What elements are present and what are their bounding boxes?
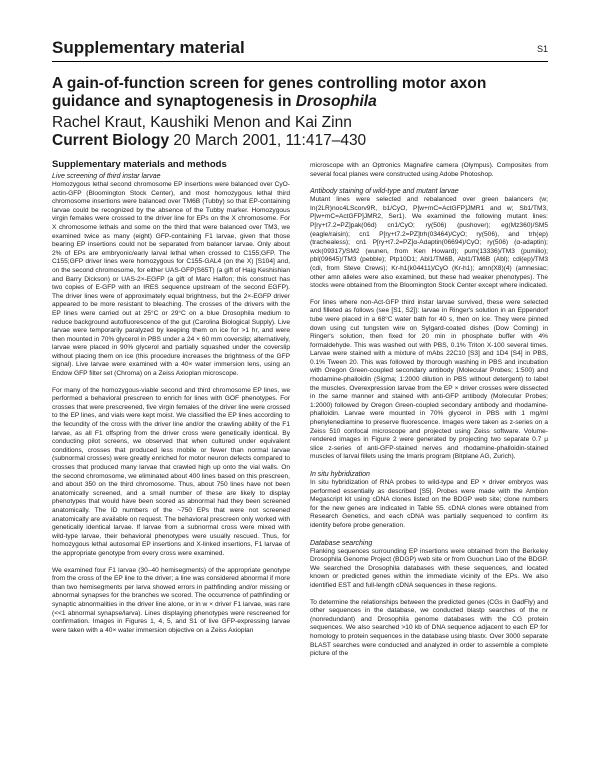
page-number: S1 [536,44,548,54]
paper-title [52,75,548,111]
subheading-antibody-staining: Antibody staining of wild-type and mutant larvae [310,188,459,196]
paragraph: In situ hybridization of RNA probes to wild-type and EP × driver embryos was performed essentially as described [S5]. Probes were made with the Ambion Megascript kit using cDNA clones listed on the BDGP web site; clone numbers for the new genes are indicated in Table S5. cDNA clones were obtained from Research Genetics, and each cDNA was partially sequenced to confirm its identity before probe generation. [310,479,548,529]
paragraph: Homozygous lethal second chromosome EP insertions were balanced over CyO-actin-GFP (Bloomington Stock Center), and most homozygous lethal third chromosome insertions were balanced over TM6B (Tubby) so that EP-containing larvae could be recognized by the absence of the Tubby marker. Homozygous virgin females were crossed to the driver line for EPs on the X chromosome. For X chromosome lethals and some on the third that were balanced over TM3, we examined twice as many (eight) GFP-containing F1 larvae, given that those bearing EP insertions could not be separated from balancer larvae. Only about 2% of EPs are embryonic/early larval lethal when crossed to C155;GFP. The C155;GFP driver lines were homozygous for C155-GAL4 (on the X) [S104] and, on the second chromosome, for either UAS-GFP(S65T) (a gift of Haig Keshishian and Barry Dickson) or UAS-2×-EGFP (a gift of Marc Halfon; this construct has two copies of E-GFP with an IRES sequence upstream of the second EGFP). The driver lines were of approximately equal brightness, but the 2×-EGFP driver appeared to be more resistant to bleaching. The crosses of the drivers with the EP lines were carried out at 25°C or 29°C on a blue Drosophila medium to reduce background autofluorescence of the gut (Carolina Biological Supply). Live larvae were temporarily paralyzed by keeping them on ice for >1 hr, and were then mounted in 70% glycerol in PBS under a 24 × 60 mm coverslip; alternatively, larvae were placed in 90% glycerol and partially squashed under the coverslip without placing them on ice (this procedure increases the brightness of the GFP signal). Live larvae were examined with a 40× water immersion lens, using an Endow GFP filter set (Chroma) on a Zeiss Axioplan microscope. [52,181,290,378]
paragraph: Flanking sequences surrounding EP insertions were obtained from the Berkeley Drosophila Genome Project (BDGP) web site or from Guochun Liao of the BDGP. We searched the Drosophila databases with these sequences, and located known or predicted genes within the immediate vicinity of the EPs. We also identified EST and full-length cDNA sequences in these regions. [310,547,548,589]
paragraph: To determine the relationships between the predicted genes (CGs in GadFly) and other sequences in the database, we conducted blastp searches of the nr (nonredundant) and Drosophila genome databases with the CG protein sequences. We also searched >10 kb of DNA sequence adjacent to each EP for homology to protein sequences in the database using blastx. Over 3000 separate BLAST searches were conducted and analyzed in order to assemble a complete picture of the [310,598,548,658]
subheading-database-searching: Database searching [310,539,373,547]
journal-name: Current Biology [52,132,170,149]
paragraph: We examined four F1 larvae (30–40 hemisegments) of the appropriate genotype from the cross of the EP line to the driver; a line was considered abnormal if more than two hemisegments per larva showed errors in pathfinding and/or missing or abnormal synapses for the branches we scored. The occurrence of pathfinding or synaptic abnormalities in the driver line alone, or in w × driver F1 larvae, was rare (<<1 abnormal synapse/larva). Lines displaying phenotypes were rescreened for confirmation. Images in Figures 1, 4, 5, and S1 of live GFP-expressing larvae were taken with a 40× water immersion objective on a Zeiss Axioplan [52,566,290,634]
supplementary-header: Supplementary material [52,38,245,57]
paragraph: For many of the homozygous-viable second and third chromosome EP lines, we performed a behavioral prescreen to enrich for lines with GOF phenotypes. For crosses that were prescreened, five virgin females of the driver line were crossed to the EP lines, and vials were kept moist. We classified the EP lines according to the fecundity of the cross with the driver line and/or the crawling ability of the F1 larvae, as all F1 offspring from the driver cross were genetically identical. By conducting pilot screens, we observed that when cultured under equivalent conditions, crosses that produced less mobile or fewer than normal larvae (subnormal crosses) were greatly enriched for motor neuron defects compared to crosses that produced many larvae that crawled high up onto the vial walls. On the second chromosome, we eliminated about 400 lines based on this prescreen, and about 350 on the third chromosome. Thus, about 750 lines have not been anatomically screened, and a small number of these are likely to display phenotypes that would have been scored as abnormal had they been screened anatomically. The ID numbers of the ~750 EPs that were not screened anatomically are available on request. The behavioral prescreen only worked with genetically identical larvae. If larvae from a subnormal cross were mixed with wild-type larvae, their behavioral phenotypes were usually rescued. Thus, for homozygous lethal autosomal EP insertions and X-linked insertions, F1 larvae of the appropriate genotype from every cross were examined. [52,386,290,557]
paragraph: Mutant lines were selected and rebalanced over green balancers (w; In(2LR)noc4LScorv9R, b1/CyO, P[w+mC=ActGFP]JMR1 and w; Sb1/TM3, P[w+mC=ActGFP]JMR2, Ser1). We examined the following mutant lines: P[ry+t7.2=PZ]pak(06d) cn1/CyO; ry(506) (pushover); eg(Mz360)/SM5 (eagle/raisin); cn1 P[ry+t7.2=PZ]trh(03464)/CyO; ry(506), and trh(ep) (trachealess); cn1 P[ry+t7.2=PZ]α-Adaptin(06694)/CyO; ry(506) (α-adaptin); wck(09317)/SM2 (wunen, from Ken Howard); pum(13336)/TM3 (pumilio); pbl(09645)/TM3 (pebble); Ptp10D1; Abl1/TM6B, Abl1/TM6B (Abl); cdi(ep)/TM3 (cdi, from Steve Crews); Kr-h1(k04411)/CyO (Kr-h1); amn(X8)(4) (amnesiac; other amn alleles were also examined, but these had weaker phenotypes). The stocks were obtained from the Bloomington Stock Center except where indicated. [310,196,548,290]
title-italic: Drosophila [295,93,377,110]
paragraph: For lines where non-Act-GFP third instar larvae survived, these were selected and filleted as follows (see [S1, S2]): larvae in Ringer's solution in an Eppendorf tube were placed in a 68°C water bath for 40 s, then on ice. They were pinned down using cut tungsten wire on Sylgard-coated dishes (Dow Corning) in Ringer's solution, then fixed for 20 min in phosphate buffer with 4% formaldehyde. This was washed out with PBS, 0.1% Triton X-100 several times. Larvae were stained with a mixture of mAbs 22C10 [S3] and 1D4 [S4] in PBS, 0.1% Tween 20. This was followed by thorough washing in PBS and incubation with Oregon Green-coupled secondary antibody (Molecular Probes; 1:500) and rhodamine-phalloidin (Sigma; 1:2000 dilution in PBS without detergent) to label the muscles. Overexpression larvae from the EP × driver crosses were dissected in the same manner and stained with anti-GFP antibody (Molecular Probes; 1:2000) followed by Oregon Green-coupled secondary antibody and rhodamine-phalloidin. Larvae were mounted in 70% glycerol in PBS with 1 mg/ml phenylenediamine to preserve fluorescence. Images were taken as z-series on a Zeiss 510 confocal microscope and projected using Zeiss software. Volume-rendered images in Figure 2 were generated by projecting two separate 0.7 μ slice z-series of anti-GFP-stained nerves and rhodamine-phalloidin-stained muscles of larval fillets using the Imaris program (Bitplane AG, Zurich). [310,298,548,461]
right-column [310,162,548,659]
citation [52,132,548,150]
paragraph: microscope with an Optronics Magnafire camera (Olympus). Composites from several focal planes were constructed using Adobe Photoshop. [310,162,548,178]
subheading-in-situ: In situ hybridization [310,471,370,478]
title-text: A gain-of-function screen for genes controlling motor axon guidance and synaptogenesis in [52,75,487,110]
citation-details: 20 March 2001, 11:417–430 [169,132,367,149]
section-title: Supplementary materials and methods [52,159,227,170]
header-rule [52,61,548,62]
subheading-live-screening: Live screening of third instar larvae [52,173,161,180]
authors: Rachel Kraut, Kaushiki Menon and Kai Zinn [52,114,352,131]
left-column [52,159,290,635]
